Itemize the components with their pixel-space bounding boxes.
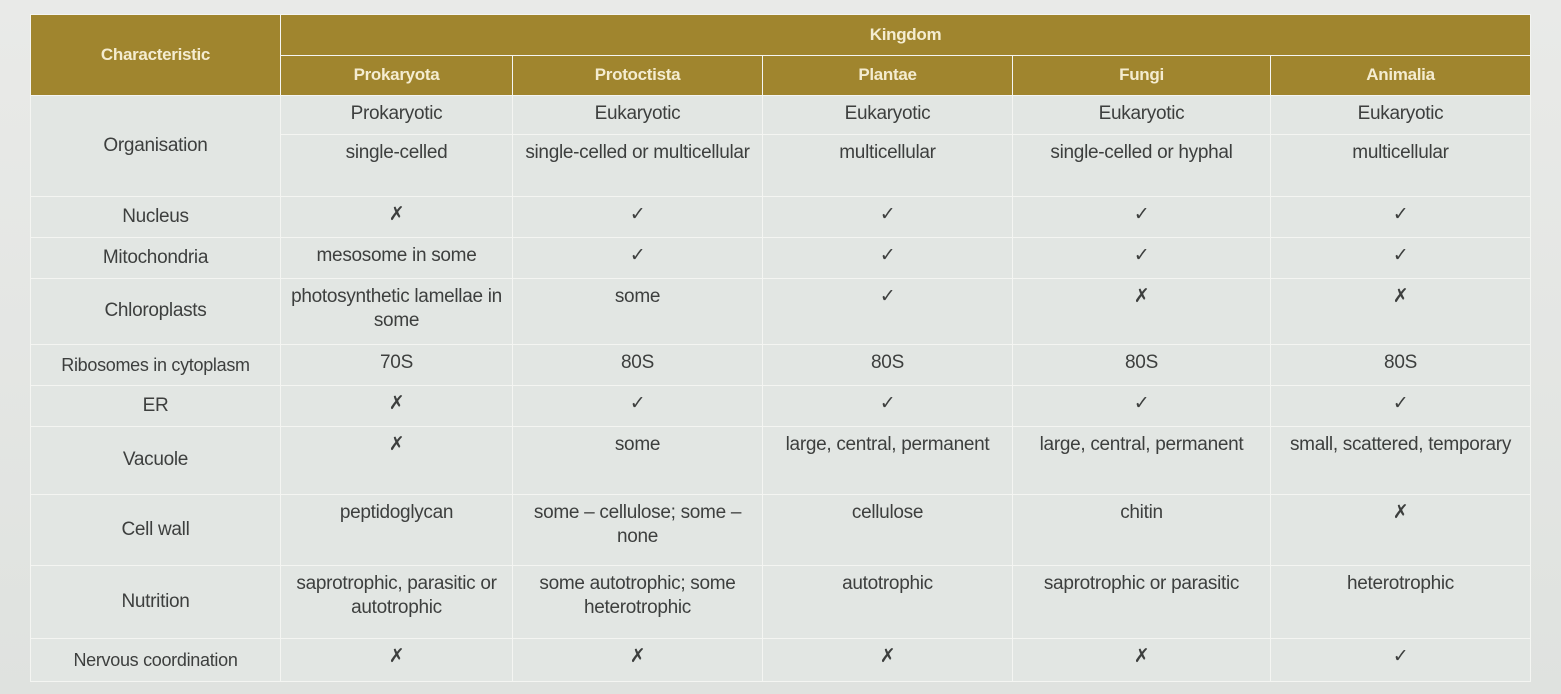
cross-icon: ✗ (513, 639, 763, 682)
table-cell: Eukaryotic (1271, 96, 1531, 135)
table-cell: saprotrophic or parasitic (1013, 566, 1271, 639)
kingdom-header: Kingdom (281, 15, 1531, 56)
row-label-nucleus: Nucleus (31, 197, 281, 238)
row-label-chloroplasts: Chloroplasts (31, 278, 281, 345)
table-row (31, 495, 1531, 566)
table-row (31, 566, 1531, 639)
check-icon: ✓ (1271, 639, 1531, 682)
kingdom-protoctista-header: Protoctista (513, 55, 763, 96)
table-row (31, 426, 1531, 495)
table-cell: large, central, permanent (763, 426, 1013, 495)
check-icon: ✓ (763, 197, 1013, 238)
check-icon: ✓ (1271, 197, 1531, 238)
table-cell: single-celled or hyphal (1013, 134, 1271, 197)
table-cell: some autotrophic; some heterotrophic (513, 566, 763, 639)
table-cell: mesosome in some (281, 238, 513, 279)
cross-icon: ✗ (763, 639, 1013, 682)
table-cell: Eukaryotic (1013, 96, 1271, 135)
cross-icon: ✗ (1013, 639, 1271, 682)
table-cell: saprotrophic, parasitic or autotrophic (281, 566, 513, 639)
row-label-cell-wall: Cell wall (31, 495, 281, 566)
table-cell: photosynthetic lamellae in some (281, 278, 513, 345)
table-cell: 80S (1271, 345, 1531, 386)
kingdom-prokaryota-header: Prokaryota (281, 55, 513, 96)
cross-icon: ✗ (281, 639, 513, 682)
table-cell: small, scattered, temporary (1271, 426, 1531, 495)
table-cell: multicellular (763, 134, 1013, 197)
row-label-er: ER (31, 385, 281, 426)
table-cell: some (513, 278, 763, 345)
check-icon: ✓ (513, 238, 763, 279)
kingdom-plantae-header: Plantae (763, 55, 1013, 96)
table-cell: Eukaryotic (763, 96, 1013, 135)
table-row (31, 345, 1531, 386)
table-cell: some (513, 426, 763, 495)
table-cell: 80S (513, 345, 763, 386)
table-cell: heterotrophic (1271, 566, 1531, 639)
table-cell: Eukaryotic (513, 96, 763, 135)
check-icon: ✓ (1271, 238, 1531, 279)
table-row (31, 238, 1531, 279)
row-label-organisation: Organisation (31, 96, 281, 197)
table-cell: multicellular (1271, 134, 1531, 197)
row-label-nervous-coordination: Nervous coordination (31, 639, 281, 682)
check-icon: ✓ (1271, 385, 1531, 426)
cross-icon: ✗ (1271, 495, 1531, 566)
row-label-nutrition: Nutrition (31, 566, 281, 639)
check-icon: ✓ (1013, 385, 1271, 426)
table-cell: 80S (763, 345, 1013, 386)
table-cell: cellulose (763, 495, 1013, 566)
cross-icon: ✗ (281, 197, 513, 238)
table-row (31, 385, 1531, 426)
row-label-vacuole: Vacuole (31, 426, 281, 495)
kingdom-fungi-header: Fungi (1013, 55, 1271, 96)
check-icon: ✓ (513, 385, 763, 426)
cross-icon: ✗ (1013, 278, 1271, 345)
table-row (31, 197, 1531, 238)
table-cell: single-celled (281, 134, 513, 197)
check-icon: ✓ (513, 197, 763, 238)
table-cell: chitin (1013, 495, 1271, 566)
table-cell: large, central, permanent (1013, 426, 1271, 495)
cross-icon: ✗ (1271, 278, 1531, 345)
table-row (31, 96, 1531, 135)
check-icon: ✓ (1013, 197, 1271, 238)
cross-icon: ✗ (281, 426, 513, 495)
row-label-ribosomes: Ribosomes in cytoplasm (31, 345, 281, 386)
table-cell: 70S (281, 345, 513, 386)
table-row (31, 278, 1531, 345)
table-cell: peptidoglycan (281, 495, 513, 566)
table-cell: autotrophic (763, 566, 1013, 639)
table-row (31, 639, 1531, 682)
table-cell: 80S (1013, 345, 1271, 386)
kingdom-comparison-table (30, 14, 1531, 682)
check-icon: ✓ (763, 385, 1013, 426)
table-cell: single-celled or multicellular (513, 134, 763, 197)
check-icon: ✓ (763, 238, 1013, 279)
kingdom-animalia-header: Animalia (1271, 55, 1531, 96)
row-label-mitochondria: Mitochondria (31, 238, 281, 279)
table-cell: Prokaryotic (281, 96, 513, 135)
table-cell: some – cellulose; some – none (513, 495, 763, 566)
check-icon: ✓ (1013, 238, 1271, 279)
characteristic-header: Characteristic (31, 15, 281, 96)
cross-icon: ✗ (281, 385, 513, 426)
check-icon: ✓ (763, 278, 1013, 345)
